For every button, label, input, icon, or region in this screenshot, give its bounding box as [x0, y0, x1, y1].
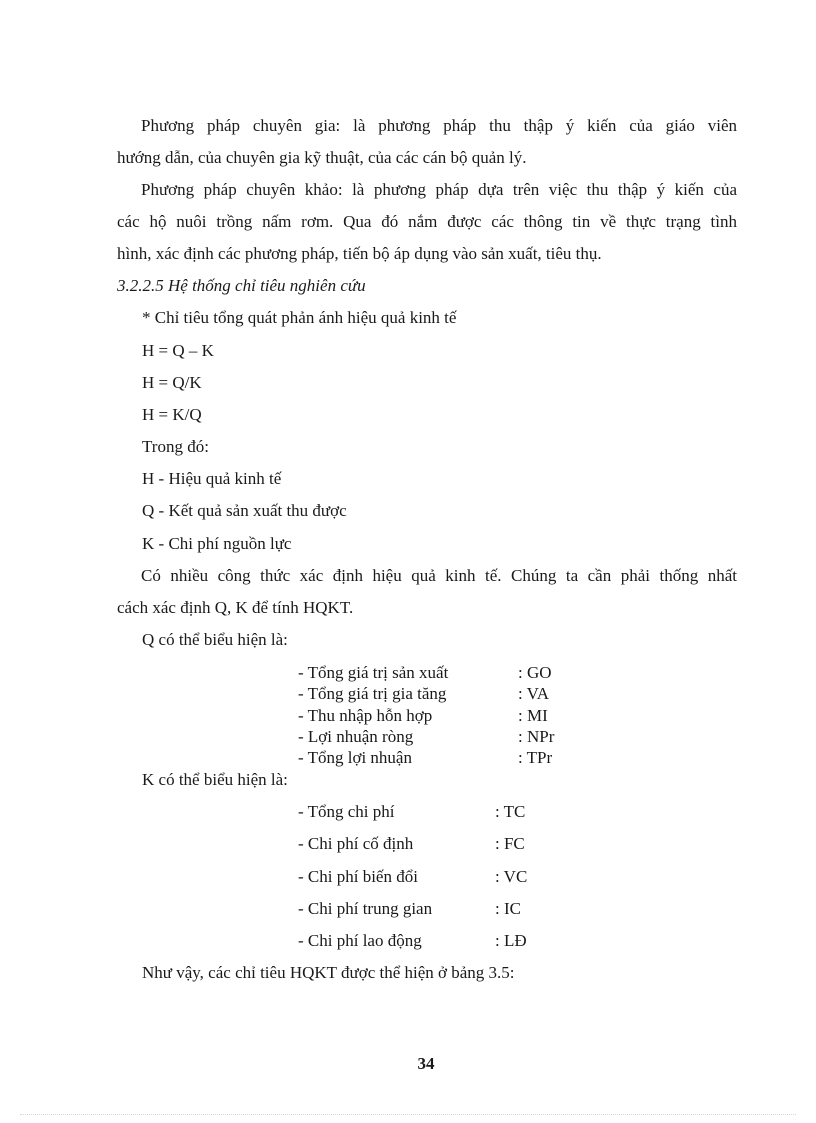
k-item: [298, 897, 521, 921]
q-intro: Q có thể biểu hiện là:: [142, 630, 288, 649]
q-item-code: : NPr: [518, 727, 555, 746]
q-item-label: - Tổng giá trị gia tăng: [298, 684, 447, 703]
q-item-label: - Lợi nhuận ròng: [298, 727, 414, 746]
definition-h: H - Hiệu quả kinh tế: [142, 469, 282, 488]
definition-k: K - Chi phí nguồn lực: [142, 534, 292, 553]
q-item: [298, 662, 552, 684]
survey-method-line-2: các hộ nuôi trồng nấm rơm. Qua đó nắm được các thông tin về thực trạng tình: [117, 212, 737, 231]
q-item-label: - Thu nhập hỗn hợp: [298, 706, 433, 725]
q-item-code: : VA: [518, 684, 550, 703]
k-item-label: - Chi phí lao động: [298, 931, 422, 950]
where-label: Trong đó:: [142, 437, 209, 456]
q-item-label: - Tổng lợi nhuận: [298, 748, 412, 767]
footer-divider: [20, 1114, 796, 1115]
general-indicator: * Chỉ tiêu tổng quát phản ánh hiệu quả kinh tế: [142, 308, 457, 327]
definition-q: Q - Kết quả sản xuất thu được: [142, 501, 347, 520]
k-item-label: - Chi phí trung gian: [298, 899, 433, 918]
q-item: [298, 683, 549, 705]
k-item-label: - Tổng chi phí: [298, 802, 395, 821]
k-item-label: - Chi phí cố định: [298, 834, 414, 853]
formula-2: H = Q/K: [142, 373, 202, 392]
survey-method-line-3: hình, xác định các phương pháp, tiến bộ áp dụng vào sản xuất, tiêu thụ.: [117, 244, 602, 263]
formula-note-line-2: cách xác định Q, K để tính HQKT.: [117, 598, 354, 617]
q-item-code: : TPr: [518, 748, 553, 767]
k-item-code: : IC: [495, 899, 521, 918]
k-item-code: : TC: [495, 802, 526, 821]
survey-method-line-1: Phương pháp chuyên khảo: là phương pháp dựa trên việc thu thập ý kiến của: [141, 180, 737, 199]
k-item: [298, 832, 525, 856]
q-item: [298, 726, 554, 748]
q-item-code: : GO: [518, 663, 552, 682]
q-item-label: - Tổng giá trị sản xuất: [298, 663, 449, 682]
q-item: [298, 705, 548, 727]
expert-method-line-1: Phương pháp chuyên gia: là phương pháp thu thập ý kiến của giáo viên: [141, 116, 737, 135]
k-item-code: : LĐ: [495, 931, 527, 950]
formula-1: H = Q – K: [142, 341, 214, 360]
k-intro: K có thể biểu hiện là:: [142, 770, 288, 789]
k-item: [298, 800, 525, 824]
page-number: 34: [417, 1054, 435, 1073]
conclusion: Như vậy, các chỉ tiêu HQKT được thể hiện ở bảng 3.5:: [142, 963, 515, 982]
k-item: [298, 929, 527, 953]
k-item: [298, 865, 527, 889]
q-item-code: : MI: [518, 706, 548, 725]
k-item-label: - Chi phí biến đổi: [298, 867, 418, 886]
formula-note-line-1: Có nhiều công thức xác định hiệu quả kinh tế. Chúng ta cần phải thống nhất: [141, 566, 737, 585]
k-item-code: : VC: [495, 867, 528, 886]
expert-method-line-2: hướng dẫn, của chuyên gia kỹ thuật, của các cán bộ quản lý.: [117, 148, 527, 167]
formula-3: H = K/Q: [142, 405, 202, 424]
section-heading: 3.2.2.5 Hệ thống chỉ tiêu nghiên cứu: [117, 276, 366, 295]
k-item-code: : FC: [495, 834, 525, 853]
q-item: [298, 747, 552, 769]
